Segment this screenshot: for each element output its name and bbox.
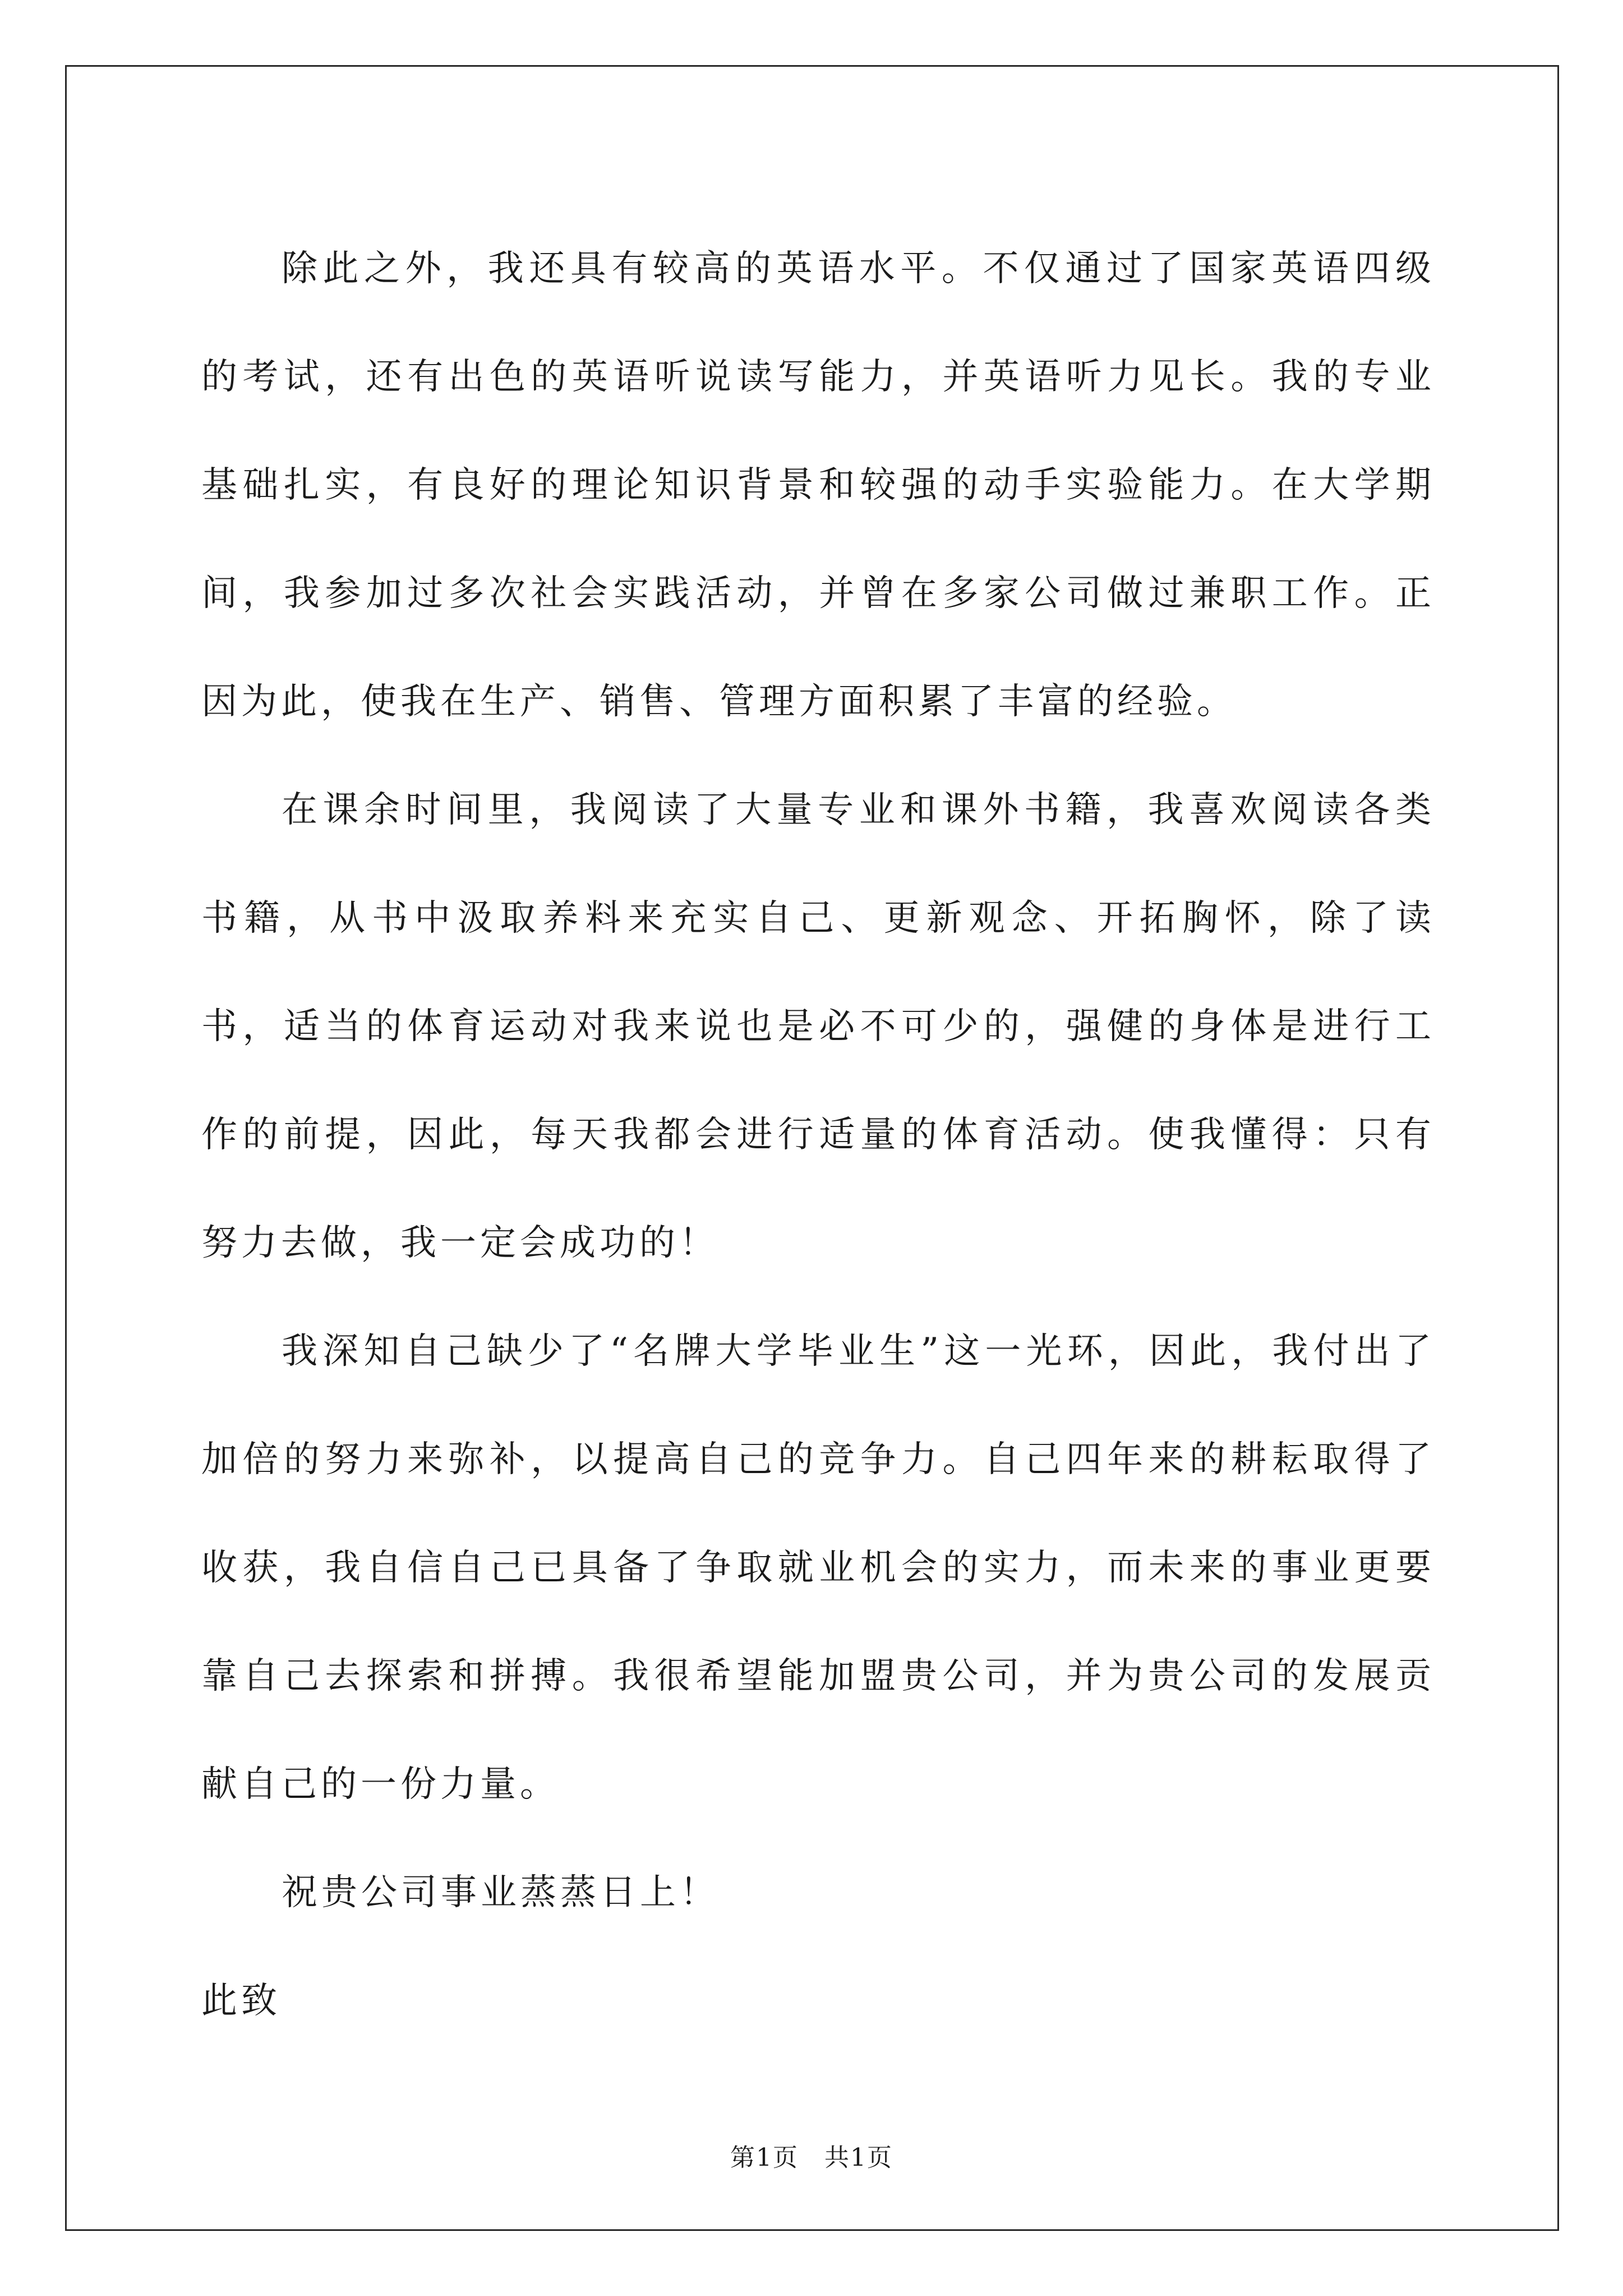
document-body <box>201 215 1435 2055</box>
paragraph-effort-goal: 我深知自己缺少了“名牌大学毕业生”这一光环，因此，我付出了加倍的努力来弥补，以提高自己的竞争力。自己四年来的耕耘取得了收获，我自信自己已具备了争取就业机会的实力，而未来的事业更要靠自己去探索和拼搏。我很希望能加盟贵公司，并为贵公司的发展贡献自己的一份力量。 <box>201 1331 1435 1805</box>
paragraph-wishes: 祝贵公司事业蒸蒸日上！ <box>282 1872 720 1913</box>
paragraph-english-skills: 除此之外，我还具有较高的英语水平。不仅通过了国家英语四级的考试，还有出色的英语听说读写能力，并英语听力见长。我的专业基础扎实，有良好的理论知识背景和较强的动手实验能力。在大学期间，我参加过多次社会实践活动，并曾在多家公司做过兼职工作。正因为此，使我在生产、销售、管理方面积累了丰富的经验。 <box>201 248 1435 723</box>
closing-salutation: 此致 <box>201 1980 281 2022</box>
page-number-footer: 第1页 共1页 <box>730 2143 893 2172</box>
paragraph-reading-sports: 在课余时间里，我阅读了大量专业和课外书籍，我喜欢阅读各类书籍，从书中汲取养料来充实自己、更新观念、开拓胸怀，除了读书，适当的体育运动对我来说也是必不可少的，强健的身体是进行工作的前提，因此，每天我都会进行适量的体育活动。使我懂得：只有努力去做，我一定会成功的！ <box>201 789 1435 1264</box>
